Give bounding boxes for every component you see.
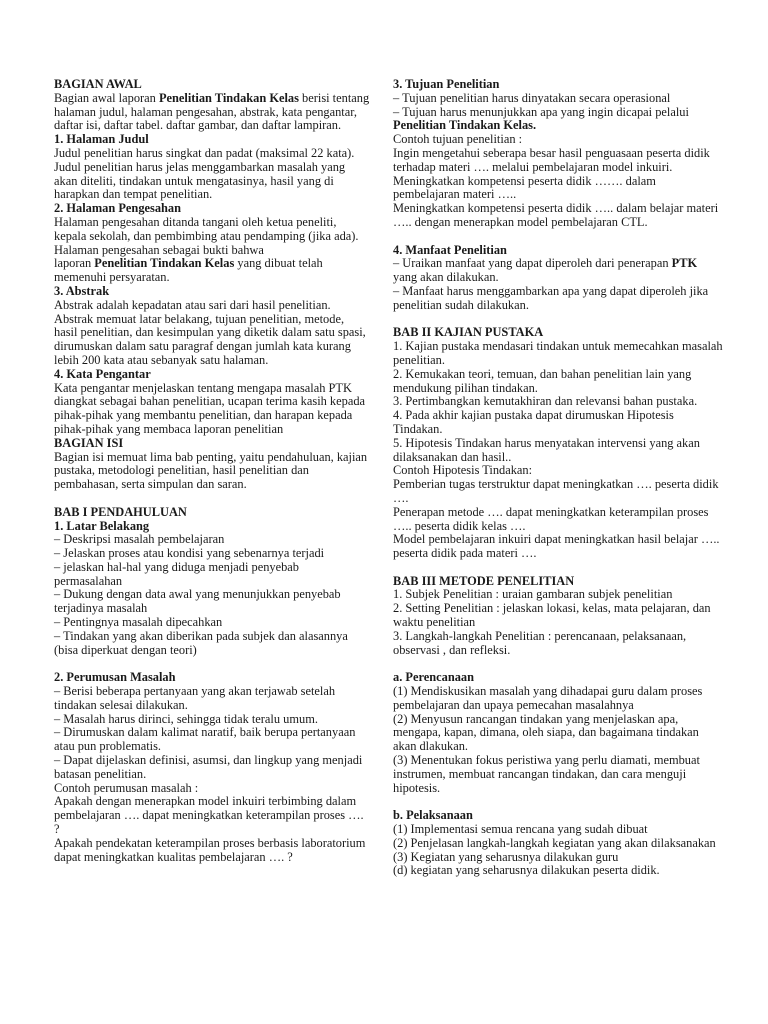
list-item: 4. Pada akhir kajian pustaka dapat dirumuskan Hipotesis Tindakan.: [393, 408, 674, 436]
list-item: – Tujuan harus menunjukkan apa yang ingin dicapai pelalui Penelitian Tindakan Kelas.: [393, 104, 689, 133]
list-item: – Tindakan yang akan diberikan pada subjek dan alasannya (bisa diperkuat dengan teori): [54, 628, 348, 657]
list-item: – Uraikan manfaat yang dapat diperoleh dari penerapan PTK yang akan dilakukan.: [393, 256, 698, 285]
list-item: – Dirumuskan dalam kalimat naratif, baik berupa pertanyaan atau pun problematis.: [54, 725, 356, 754]
list-item: – Pentingnya masalah dipecahkan: [54, 615, 223, 630]
list-item: 1. Kajian pustaka mendasari tindakan untuk memecahkan masalah penelitian.: [393, 339, 723, 367]
right-column: [393, 78, 723, 878]
list-item: – Jelaskan proses atau kondisi yang sebenarnya terjadi: [54, 546, 325, 561]
halaman-pengesahan-text-2: Halaman pengesahan sebagai bukti bahwa: [54, 242, 264, 257]
heading-manfaat-penelitian: 4. Manfaat Penelitian: [393, 242, 507, 257]
list-item: Meningkatkan kompetensi peserta didik ….. dalam belajar materi ….. dengan menerapkan model pembelajaran CTL.: [393, 201, 719, 229]
left-column: [54, 78, 370, 864]
list-item: Apakah pendekatan keterampilan proses berbasis laboratorium dapat meningkatkan kualitas pembelajaran …. ?: [54, 835, 366, 864]
heading-perumusan-masalah: 2. Perumusan Masalah: [54, 670, 176, 685]
list-item: Ingin mengetahui seberapa besar hasil penguasaan peserta didik terhadap materi …. melalui pembelajaran model inkuiri.: [393, 145, 710, 174]
halaman-pengesahan-text: Halaman pengesahan ditanda tangani oleh ketua peneliti, kepala sekolah, dan pembimbing atau pendamping (jika ada).: [54, 214, 359, 243]
list-item: (1) Implementasi semua rencana yang sudah dibuat: [393, 822, 648, 837]
abstrak-text-2: Abstrak memuat latar belakang, tujuan penelitian, metode, hasil penelitian, dan kesimpulan yang diketik dalam satu spasi, dirumuskan dalam satu paragraf dengan jumlah kata kurang lebih 200 kata atau sebanyak satu halaman.: [54, 311, 366, 367]
list-item: (d) kegiatan yang seharusnya dilakukan peserta didik.: [393, 863, 660, 878]
list-item: (2) Menyusun rancangan tindakan yang menjelaskan apa, mengapa, kapan, dimana, oleh siapa, dan bagaimana tindakan akan dlakukan.: [393, 711, 699, 754]
list-item: – Masalah harus dirinci, sehingga tidak teralu umum.: [54, 711, 318, 726]
list-item: – Dapat dijelaskan definisi, asumsi, dan lingkup yang menjadi batasan penelitian.: [54, 753, 363, 781]
list-item: 2. Kemukakan teori, temuan, dan bahan penelitian lain yang mendukung pilihan tindakan.: [393, 366, 692, 395]
list-item: (2) Penjelasan langkah-langkah kegiatan yang akan dilaksanakan: [393, 835, 716, 850]
list-item: Pemberian tugas terstruktur dapat meningkatkan …. peserta didik ….: [393, 477, 719, 505]
list-item: 5. Hipotesis Tindakan harus menyatakan intervensi yang akan dilaksanakan dan hasil..: [393, 435, 700, 464]
list-item: 3. Langkah-langkah Penelitian : perencanaan, pelaksanaan, observasi , dan refleksi.: [393, 628, 687, 657]
kata-pengantar-text: Kata pengantar menjelaskan tentang mengapa masalah PTK diangkat sebagai bahan penelitian, ucapan terima kasih kepada pihak-pihak yang membantu penelitian, dan harapan kepada pihak-pihak yang membaca laporan penelitian: [54, 380, 366, 436]
heading-latar-belakang: 1. Latar Belakang: [54, 518, 150, 533]
list-item: – Manfaat harus menggambarkan apa yang dapat diperoleh jika penelitian sudah dilakukan.: [393, 283, 709, 312]
bagian-awal-text: Bagian awal laporan Penelitian Tindakan Kelas berisi tentang halaman judul, halaman pengesahan, abstrak, kata pengantar, daftar isi, daftar tabel. daftar gambar, dan daftar lampiran.: [54, 90, 370, 133]
list-item: – jelaskan hal-hal yang diduga menjadi penyebab permasalahan: [54, 559, 299, 588]
section-heading-bagian-awal: BAGIAN AWAL: [54, 77, 142, 91]
heading-halaman-pengesahan: 2. Halaman Pengesahan: [54, 201, 182, 216]
section-heading-bab-3: BAB III METODE PENELITIAN: [393, 573, 575, 588]
list-item: Contoh Hipotesis Tindakan:: [393, 463, 533, 478]
contoh-tujuan-heading: Contoh tujuan penelitian :: [393, 132, 523, 147]
list-item: Apakah dengan menerapkan model inkuiri terbimbing dalam pembelajaran …. dapat meningkatkan keterampilan proses …. ?: [54, 794, 364, 837]
list-item: Meningkatkan kompetensi peserta didik ……. dalam pembelajaran materi …..: [393, 173, 656, 202]
list-item: – Tujuan penelitian harus dinyatakan secara operasional: [393, 90, 671, 105]
list-item: Model pembelajaran inkuiri dapat meningkatkan hasil belajar ….. peserta didik pada materi ….: [393, 532, 720, 561]
bagian-isi-text: Bagian isi memuat lima bab penting, yaitu pendahuluan, kajian pustaka, metodologi penelitian, hasil penelitian dan pembahasan, serta simpulan dan saran.: [54, 449, 368, 492]
list-item: 1. Subjek Penelitian : uraian gambaran subjek penelitian: [393, 587, 673, 602]
section-heading-bagian-isi: BAGIAN ISI: [54, 435, 124, 450]
section-heading-bab-2: BAB II KAJIAN PUSTAKA: [393, 325, 544, 340]
list-item: – Dukung dengan data awal yang menunjukkan penyebab terjadinya masalah: [54, 587, 341, 616]
heading-kata-pengantar: 4. Kata Pengantar: [54, 366, 151, 381]
list-item: 3. Pertimbangkan kemutakhiran dan relevansi bahan pustaka.: [393, 394, 698, 409]
list-item: Penerapan metode …. dapat meningkatkan keterampilan proses ….. peserta didik kelas ….: [393, 504, 709, 533]
heading-tujuan-penelitian: 3. Tujuan Penelitian: [393, 77, 500, 91]
heading-pelaksanaan: b. Pelaksanaan: [393, 808, 473, 823]
section-heading-bab-1: BAB I PENDAHULUAN: [54, 504, 187, 519]
list-item: 2. Setting Penelitian : jelaskan lokasi, kelas, mata pelajaran, dan waktu penelitian: [393, 601, 711, 630]
list-item: (3) Kegiatan yang seharusnya dilakukan guru: [393, 849, 619, 864]
list-item: – Berisi beberapa pertanyaan yang akan terjawab setelah tindakan selesai dilakukan.: [54, 684, 336, 712]
list-item: – Deskripsi masalah pembelajaran: [54, 532, 225, 547]
list-item: (3) Menentukan fokus peristiwa yang perlu diamati, membuat instrumen, membuat rancangan tindakan, dan cara menguji hipotesis.: [393, 753, 700, 795]
halaman-pengesahan-text-3: laporan Penelitian Tindakan Kelas yang dibuat telah memenuhi persyaratan.: [54, 256, 323, 285]
contoh-perumusan-heading: Contoh perumusan masalah :: [54, 780, 199, 795]
abstrak-text-1: Abstrak adalah kepadatan atau sari dari hasil penelitian.: [54, 297, 331, 312]
heading-perencanaan: a. Perencanaan: [393, 670, 474, 685]
list-item: (1) Mendiskusikan masalah yang dihadapai guru dalam proses pembelajaran dan upaya pemecahan masalahnya: [393, 684, 703, 712]
heading-halaman-judul: 1. Halaman Judul: [54, 132, 149, 147]
halaman-judul-text: Judul penelitian harus singkat dan padat (maksimal 22 kata). Judul penelitian harus jelas menggambarkan masalah yang akan diteliti, tindakan untuk mengatasinya, hasil yang di harapkan dan tempat penelitian.: [54, 145, 355, 202]
heading-abstrak: 3. Abstrak: [54, 283, 110, 298]
